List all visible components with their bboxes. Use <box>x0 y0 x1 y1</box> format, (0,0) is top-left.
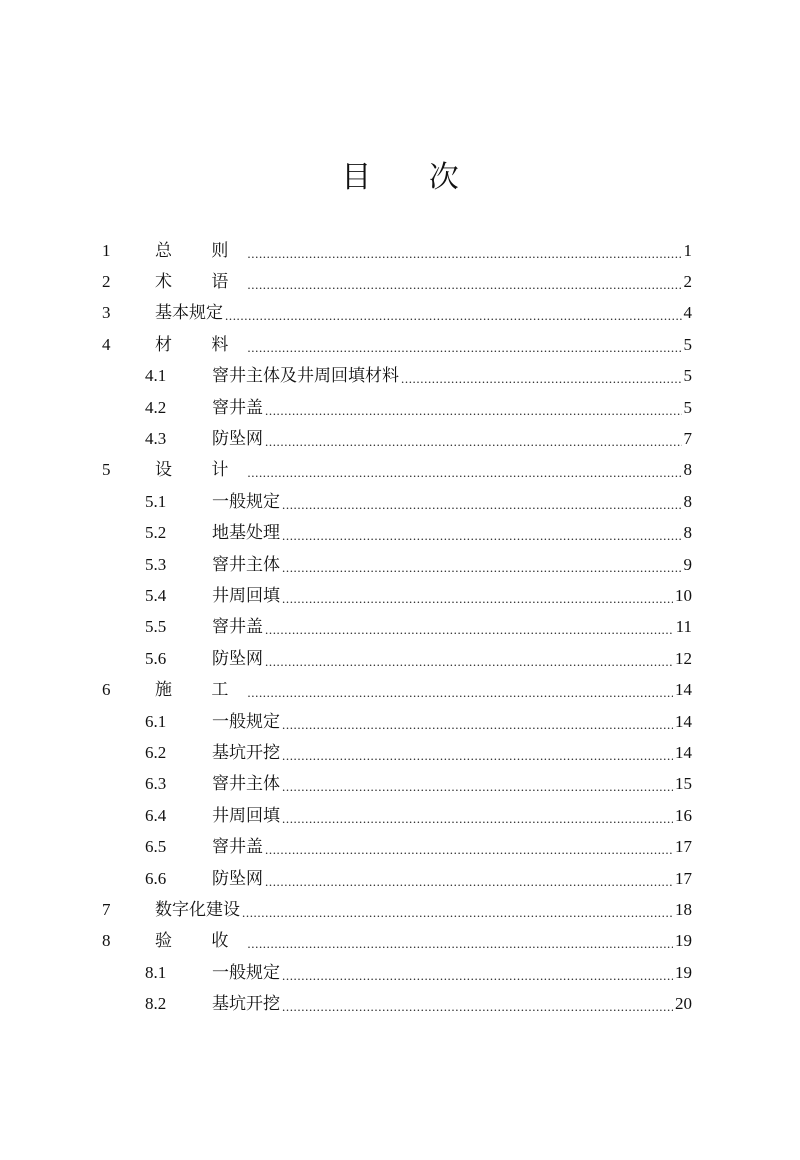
toc-entry-number: 4.2 <box>145 397 167 417</box>
toc-entry-number: 1 <box>102 240 111 260</box>
toc-entry-label: 窨井盖 <box>212 617 263 638</box>
toc-entry-label: 术 语 <box>155 272 246 293</box>
toc-entry-number: 4.3 <box>145 429 167 449</box>
toc-entry-label: 窨井盖 <box>212 397 263 418</box>
toc-entry-number: 6.6 <box>145 868 167 888</box>
toc-entry-number: 6 <box>102 680 111 700</box>
toc-entry-page-number: 8 <box>683 491 692 511</box>
toc-entry-page-number: 16 <box>675 805 692 825</box>
toc-dot-leader <box>282 558 682 578</box>
toc-entry-number: 5.6 <box>145 648 167 668</box>
toc-entry-page-number: 14 <box>675 680 692 700</box>
toc-entry-page-number: 8 <box>683 460 692 480</box>
toc-dot-leader <box>282 997 673 1017</box>
toc-entry[interactable] <box>100 423 692 454</box>
toc-entry-number: 6.3 <box>145 774 167 794</box>
toc-entry-label: 一般规定 <box>212 962 280 983</box>
toc-entry-page-number: 18 <box>675 899 692 919</box>
toc-entry[interactable] <box>100 266 692 297</box>
toc-dot-leader <box>247 244 681 264</box>
toc-dot-leader <box>225 306 682 326</box>
toc-entry-page-number: 11 <box>675 617 692 637</box>
toc-entry-page-number: 9 <box>683 554 692 574</box>
toc-entry-number: 6.1 <box>145 711 167 731</box>
toc-dot-leader <box>247 683 673 703</box>
toc-entry-label: 验 收 <box>155 931 246 952</box>
toc-entry[interactable] <box>100 737 692 768</box>
toc-entry-number: 7 <box>102 899 111 919</box>
toc-entry-label: 一般规定 <box>212 711 280 732</box>
toc-entry[interactable] <box>100 235 692 266</box>
table-of-contents <box>100 235 692 1020</box>
toc-entry-page-number: 10 <box>675 585 692 605</box>
toc-entry-label: 数字化建设 <box>155 899 240 920</box>
toc-entry-number: 5.1 <box>145 491 167 511</box>
toc-entry-number: 5.3 <box>145 554 167 574</box>
toc-entry-page-number: 5 <box>683 397 692 417</box>
toc-entry-number: 2 <box>102 272 111 292</box>
toc-entry-page-number: 5 <box>683 366 692 386</box>
toc-entry-number: 6.2 <box>145 742 167 762</box>
toc-entry[interactable] <box>100 612 692 643</box>
toc-dot-leader <box>247 934 673 954</box>
toc-entry[interactable] <box>100 957 692 988</box>
toc-entry[interactable] <box>100 549 692 580</box>
toc-entry-number: 6.5 <box>145 837 167 857</box>
toc-entry-page-number: 20 <box>675 994 692 1014</box>
toc-entry-page-number: 15 <box>675 774 692 794</box>
toc-entry-label: 防坠网 <box>212 868 263 889</box>
toc-entry-number: 5.5 <box>145 617 167 637</box>
toc-entry[interactable] <box>100 329 692 360</box>
toc-entry-label: 窨井主体 <box>212 554 280 575</box>
toc-entry-label: 防坠网 <box>212 429 263 450</box>
toc-entry-page-number: 1 <box>683 240 692 260</box>
toc-entry[interactable] <box>100 863 692 894</box>
toc-dot-leader <box>401 369 682 389</box>
toc-entry-page-number: 19 <box>675 931 692 951</box>
toc-entry[interactable] <box>100 988 692 1019</box>
toc-entry-label: 井周回填 <box>212 585 280 606</box>
toc-entry[interactable] <box>100 674 692 705</box>
toc-entry-label: 施 工 <box>155 680 246 701</box>
toc-entry-label: 基坑开挖 <box>212 994 280 1015</box>
toc-entry-number: 6.4 <box>145 805 167 825</box>
toc-entry[interactable] <box>100 706 692 737</box>
toc-entry-page-number: 2 <box>683 272 692 292</box>
toc-dot-leader <box>282 809 673 829</box>
toc-entry-label: 基本规定 <box>155 303 223 324</box>
toc-dot-leader <box>282 746 673 766</box>
toc-dot-leader <box>265 432 682 452</box>
toc-entry[interactable] <box>100 518 692 549</box>
toc-entry-label: 一般规定 <box>212 491 280 512</box>
toc-dot-leader <box>247 275 681 295</box>
toc-dot-leader <box>265 620 674 640</box>
toc-dot-leader <box>282 495 682 515</box>
toc-entry-label: 防坠网 <box>212 648 263 669</box>
toc-entry-page-number: 17 <box>675 868 692 888</box>
toc-entry-page-number: 17 <box>675 837 692 857</box>
toc-entry-label: 总 则 <box>155 240 246 261</box>
toc-entry[interactable] <box>100 392 692 423</box>
toc-entry[interactable] <box>100 769 692 800</box>
toc-entry[interactable] <box>100 361 692 392</box>
toc-entry-page-number: 14 <box>675 742 692 762</box>
toc-entry-page-number: 8 <box>683 523 692 543</box>
toc-dot-leader <box>247 338 681 358</box>
toc-entry-number: 4 <box>102 334 111 354</box>
toc-entry-number: 8.1 <box>145 962 167 982</box>
toc-entry[interactable] <box>100 831 692 862</box>
toc-entry[interactable] <box>100 580 692 611</box>
toc-entry[interactable] <box>100 298 692 329</box>
toc-entry[interactable] <box>100 486 692 517</box>
toc-dot-leader <box>265 872 673 892</box>
toc-dot-leader <box>247 463 681 483</box>
toc-entry-number: 5.4 <box>145 585 167 605</box>
toc-dot-leader <box>282 966 673 986</box>
toc-dot-leader <box>265 401 682 421</box>
page-title: 目 次 <box>341 160 483 195</box>
toc-entry-number: 5.2 <box>145 523 167 543</box>
toc-entry-number: 4.1 <box>145 366 167 386</box>
toc-entry[interactable] <box>100 926 692 957</box>
toc-entry-number: 3 <box>102 303 111 323</box>
toc-entry-page-number: 12 <box>675 648 692 668</box>
toc-entry[interactable] <box>100 643 692 674</box>
toc-entry-label: 窨井主体 <box>212 774 280 795</box>
toc-entry-page-number: 4 <box>683 303 692 323</box>
toc-entry-number: 5 <box>102 460 111 480</box>
toc-entry-label: 井周回填 <box>212 805 280 826</box>
toc-entry-label: 基坑开挖 <box>212 742 280 763</box>
toc-dot-leader <box>282 526 682 546</box>
toc-entry[interactable] <box>100 800 692 831</box>
toc-entry-page-number: 5 <box>683 334 692 354</box>
toc-entry-page-number: 14 <box>675 711 692 731</box>
toc-dot-leader <box>242 903 673 923</box>
toc-dot-leader <box>282 715 673 735</box>
toc-dot-leader <box>265 840 673 860</box>
toc-entry-number: 8.2 <box>145 994 167 1014</box>
toc-dot-leader <box>282 589 673 609</box>
toc-entry[interactable] <box>100 894 692 925</box>
toc-entry-label: 窨井主体及井周回填材料 <box>212 366 399 387</box>
toc-dot-leader <box>282 777 673 797</box>
toc-entry-page-number: 7 <box>683 429 692 449</box>
toc-entry-number: 8 <box>102 931 111 951</box>
toc-dot-leader <box>265 652 673 672</box>
toc-entry-label: 地基处理 <box>212 523 280 544</box>
toc-entry[interactable] <box>100 455 692 486</box>
toc-entry-page-number: 19 <box>675 962 692 982</box>
toc-entry-label: 设 计 <box>155 460 246 481</box>
toc-entry-label: 窨井盖 <box>212 837 263 858</box>
toc-entry-label: 材 料 <box>155 334 246 355</box>
